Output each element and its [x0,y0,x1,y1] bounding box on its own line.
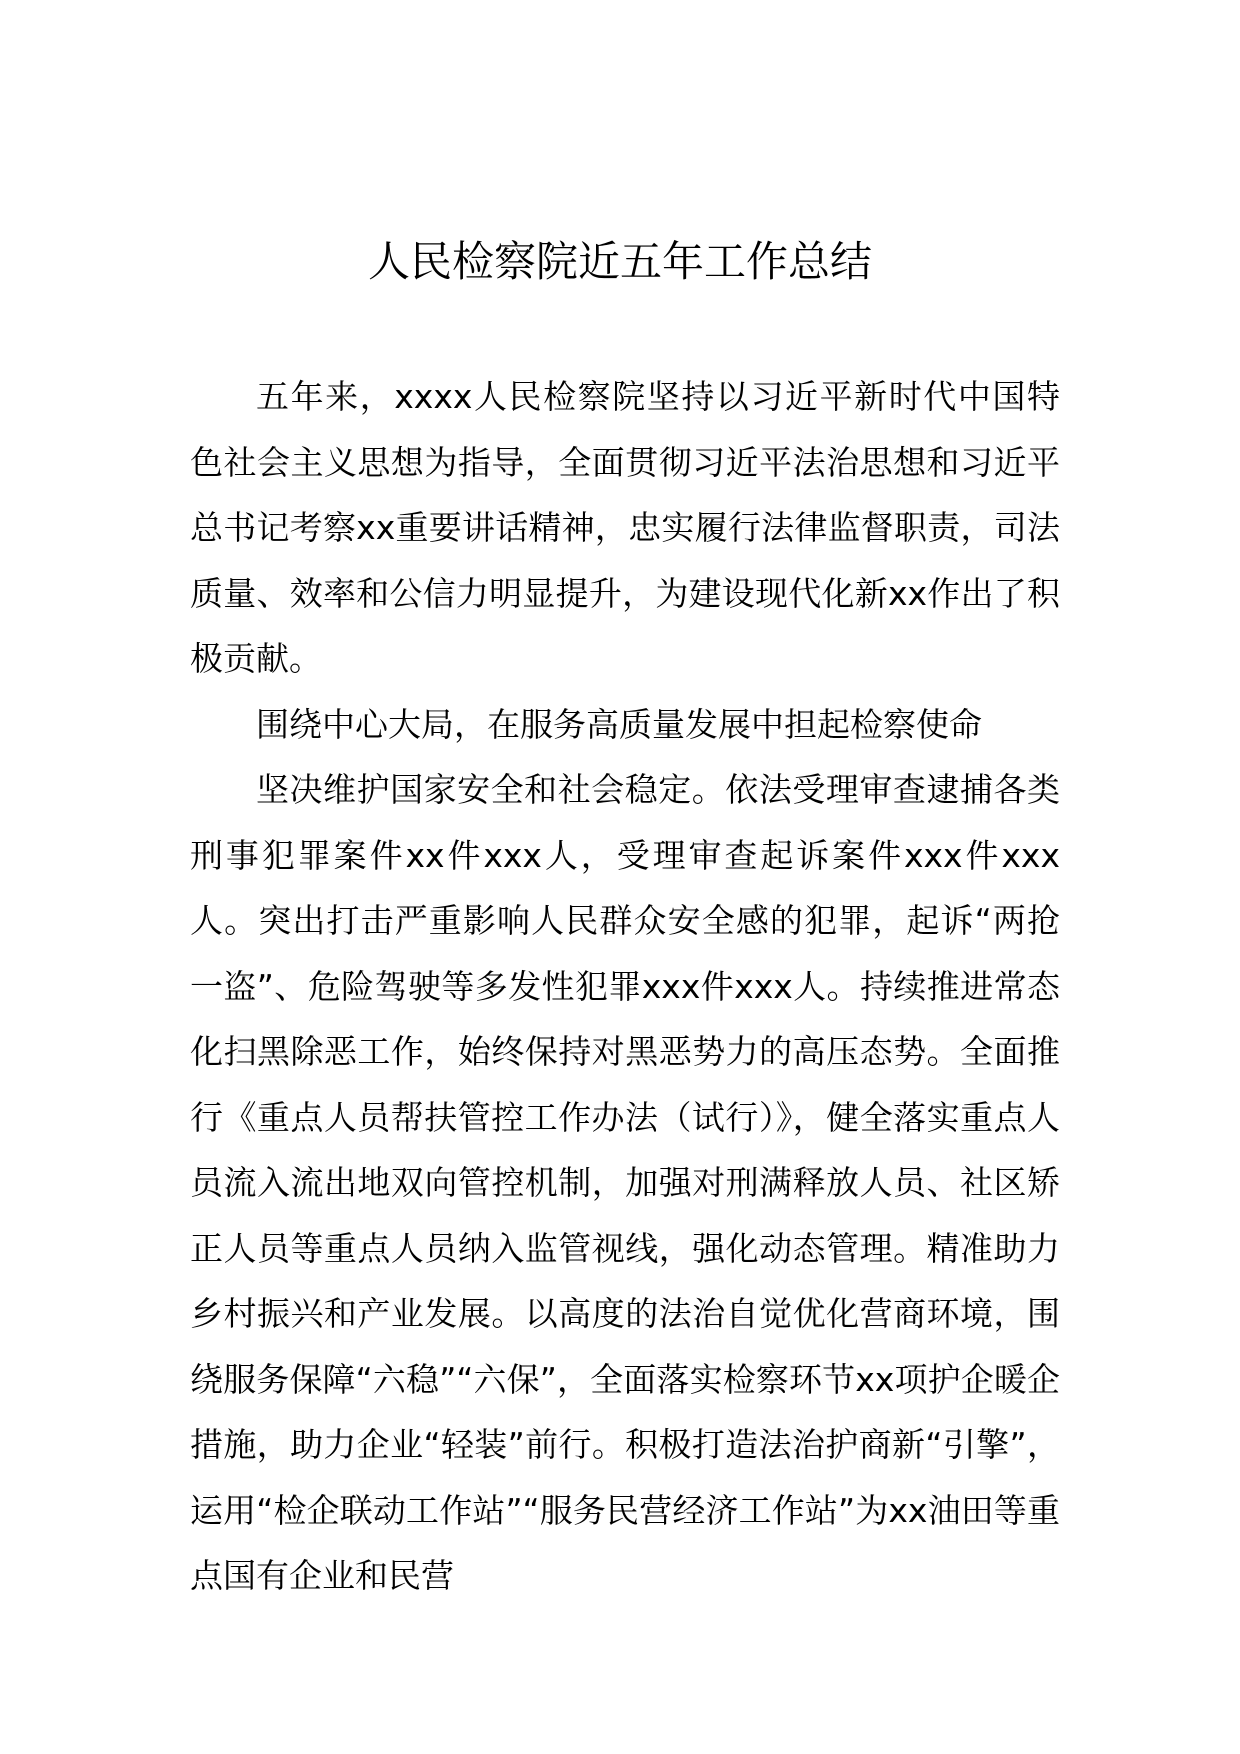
document-title: 人民检察院近五年工作总结 [367,237,872,286]
paragraph-security: 坚决维护国家安全和社会稳定。依法受理审查逮捕各类刑事犯罪案件xx件xxx人，受理审查起诉案件xxx件xxx人。突出打击严重影响人民群众安全感的犯罪，起诉“两抢一盗”、危险驾驶等多发性犯罪xxx件xxx人。持续推进常态化扫黑除恶工作，始终保持对黑恶势力的高压态势。全面推行《重点人员帮扶管控工作办法（试行）》，健全落实重点人员流入流出地双向管控机制，加强对刑满释放人员、社区矫正人员等重点人员纳入监管视线，强化动态管理。精准助力乡村振兴和产业发展。以高度的法治自觉优化营商环境，围绕服务保障“六稳”“六保”，全面落实检察环节xx项护企暖企措施，助力企业“轻装”前行。积极打造法治护商新“引擎”，运用“检企联动工作站”“服务民营经济工作站”为xx油田等重点国有企业和民营 [190,770,1060,1595]
document-body [190,364,1060,1609]
section-heading: 围绕中心大局，在服务高质量发展中担起检察使命 [256,704,982,744]
paragraph-intro: 五年来，xxxx人民检察院坚持以习近平新时代中国特色社会主义思想为指导，全面贯彻习近平法治思想和习近平总书记考察xx重要讲话精神，忠实履行法律监督职责，司法质量、效率和公信力明显提升，为建设现代化新xx作出了积极贡献。 [190,377,1060,678]
